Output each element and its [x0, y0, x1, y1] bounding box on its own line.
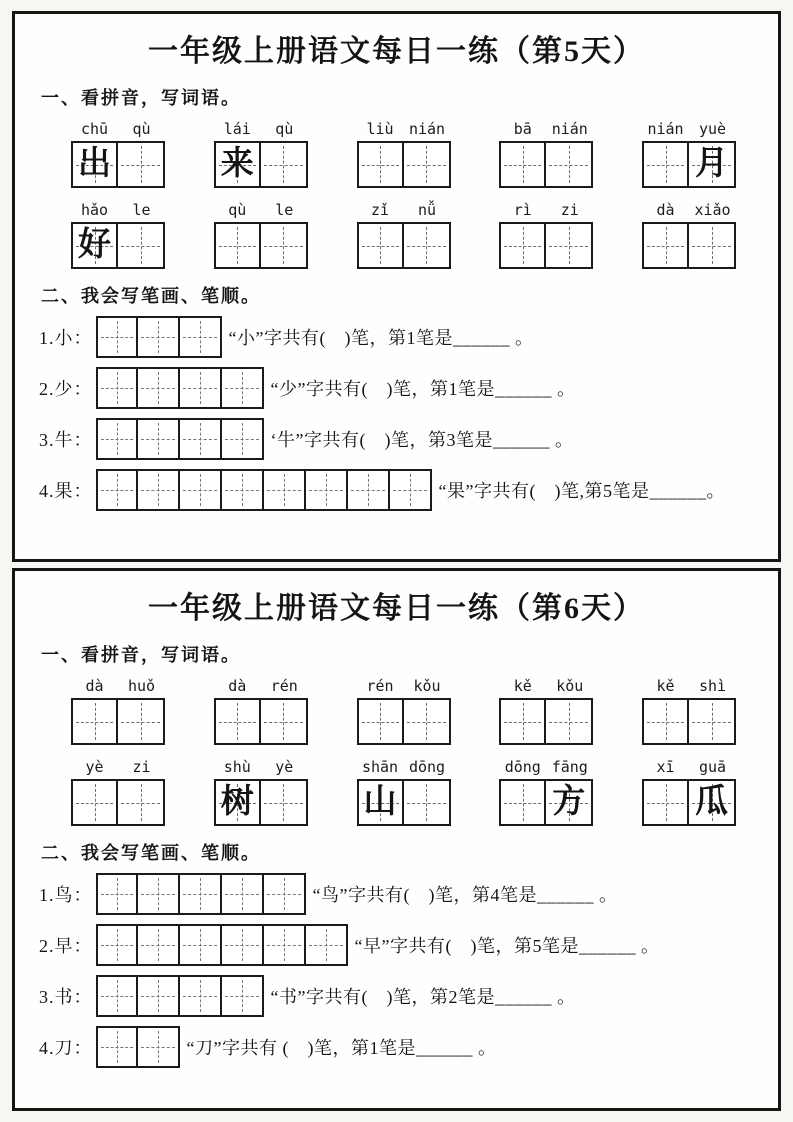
- word-item: [499, 120, 593, 188]
- stroke-order-boxes: [96, 975, 264, 1017]
- pinyin-syllable: dōng: [408, 758, 446, 776]
- writing-box-empty[interactable]: [261, 222, 308, 269]
- writing-box-empty[interactable]: [71, 779, 118, 826]
- writing-box-pair: [71, 141, 165, 188]
- pinyin-label: [642, 201, 736, 219]
- section-one-heading: 一、看拼音，写词语。: [41, 88, 241, 108]
- writing-box-pair: [214, 222, 308, 269]
- writing-box-empty[interactable]: [261, 779, 308, 826]
- stroke-box[interactable]: [138, 1026, 180, 1068]
- pinyin-syllable: rén: [366, 677, 394, 695]
- stroke-box[interactable]: [138, 367, 180, 409]
- pinyin-syllable: nián: [647, 120, 684, 138]
- stroke-box[interactable]: [306, 469, 348, 511]
- writing-box-empty[interactable]: [499, 222, 546, 269]
- writing-box-pair: [357, 779, 451, 826]
- stroke-box[interactable]: [96, 418, 138, 460]
- writing-box-filled[interactable]: [214, 141, 261, 188]
- pinyin-syllable: rì: [513, 201, 532, 219]
- writing-box-filled[interactable]: [214, 779, 261, 826]
- stroke-item-label: 2.早：: [39, 936, 93, 956]
- pinyin-syllable: nián: [408, 120, 446, 138]
- pinyin-label: [499, 201, 593, 219]
- stroke-box[interactable]: [96, 924, 138, 966]
- worksheet-title: 一年级上册语文每日一练（第5天）: [148, 35, 645, 68]
- writing-box-empty[interactable]: [642, 222, 689, 269]
- stroke-order-item: [39, 975, 758, 1017]
- stroke-item-label: 3.书：: [39, 987, 93, 1007]
- stroke-item-label: 1.小：: [39, 328, 93, 348]
- pinyin-label: [642, 758, 736, 776]
- stroke-order-boxes: [96, 418, 264, 460]
- writing-box-pair: [642, 222, 736, 269]
- written-character: 好: [78, 227, 111, 263]
- writing-box-pair: [642, 141, 736, 188]
- pinyin-syllable: chū: [80, 120, 109, 138]
- writing-box-empty[interactable]: [499, 779, 546, 826]
- stroke-box[interactable]: [180, 367, 222, 409]
- pinyin-label: [357, 758, 451, 776]
- pinyin-syllable: yè: [85, 758, 104, 776]
- stroke-question: “书”字共有( )笔，第2笔是______ 。: [270, 987, 576, 1007]
- stroke-question: “早”字共有( )笔，第5笔是______ 。: [354, 936, 660, 956]
- stroke-order-item: [39, 924, 758, 966]
- word-item: [214, 120, 308, 188]
- stroke-box[interactable]: [222, 975, 264, 1017]
- pinyin-syllable: rén: [270, 677, 298, 695]
- stroke-order-boxes: [96, 1026, 180, 1068]
- pinyin-syllable: qù: [228, 201, 247, 219]
- pinyin-syllable: kě: [656, 677, 675, 695]
- writing-box-filled[interactable]: [71, 141, 118, 188]
- writing-box-empty[interactable]: [357, 222, 404, 269]
- writing-box-empty[interactable]: [118, 698, 165, 745]
- word-item: [499, 677, 593, 745]
- stroke-item-label: 1.鸟：: [39, 885, 93, 905]
- stroke-item-label: 4.刀：: [39, 1038, 93, 1058]
- writing-box-empty[interactable]: [546, 222, 593, 269]
- pinyin-label: [499, 120, 593, 138]
- pinyin-syllable: fāng: [551, 758, 588, 776]
- writing-box-empty[interactable]: [71, 698, 118, 745]
- stroke-box[interactable]: [222, 924, 264, 966]
- stroke-box[interactable]: [222, 367, 264, 409]
- stroke-question: ‘牛”字共有( )笔，第3笔是______ 。: [270, 430, 574, 450]
- writing-box-empty[interactable]: [404, 698, 451, 745]
- stroke-box[interactable]: [138, 316, 180, 358]
- stroke-box[interactable]: [264, 469, 306, 511]
- pinyin-label: [357, 201, 451, 219]
- writing-box-empty[interactable]: [118, 141, 165, 188]
- word-item: [71, 758, 165, 826]
- written-character: 瓜: [695, 784, 728, 820]
- pinyin-label: [642, 677, 736, 695]
- writing-box-empty[interactable]: [642, 141, 689, 188]
- stroke-box[interactable]: [138, 418, 180, 460]
- section-two-heading: 二、我会写笔画、笔顺。: [41, 286, 261, 306]
- writing-box-filled[interactable]: [71, 222, 118, 269]
- writing-box-empty[interactable]: [404, 222, 451, 269]
- stroke-question: “少”字共有( )笔，第1笔是______ 。: [270, 379, 576, 399]
- writing-box-pair: [71, 222, 165, 269]
- pinyin-syllable: hǎo: [80, 201, 109, 219]
- writing-box-empty[interactable]: [546, 141, 593, 188]
- writing-box-pair: [499, 222, 593, 269]
- stroke-box[interactable]: [180, 418, 222, 460]
- writing-box-filled[interactable]: [689, 779, 736, 826]
- pinyin-syllable: xiǎo: [694, 201, 731, 219]
- word-item: [71, 677, 165, 745]
- pinyin-syllable: yuè: [698, 120, 727, 138]
- stroke-box[interactable]: [264, 924, 306, 966]
- writing-box-pair: [71, 698, 165, 745]
- stroke-order-item: [39, 418, 758, 460]
- pinyin-syllable: le: [275, 201, 294, 219]
- written-character: 月: [695, 146, 728, 182]
- stroke-box[interactable]: [96, 469, 138, 511]
- stroke-box[interactable]: [138, 873, 180, 915]
- stroke-box[interactable]: [264, 873, 306, 915]
- written-character: 山: [363, 784, 397, 820]
- writing-box-empty[interactable]: [357, 141, 404, 188]
- pinyin-label: [214, 120, 308, 138]
- worksheet-sheet-day-6: [12, 568, 781, 1111]
- pinyin-label: [214, 758, 308, 776]
- stroke-box[interactable]: [96, 975, 138, 1017]
- stroke-box[interactable]: [138, 469, 180, 511]
- writing-box-empty[interactable]: [261, 698, 308, 745]
- stroke-box[interactable]: [222, 418, 264, 460]
- stroke-box[interactable]: [222, 873, 264, 915]
- writing-box-empty[interactable]: [404, 779, 451, 826]
- stroke-box[interactable]: [222, 469, 264, 511]
- pinyin-syllable: shān: [361, 758, 399, 776]
- writing-box-pair: [499, 698, 593, 745]
- stroke-box[interactable]: [180, 975, 222, 1017]
- writing-box-pair: [499, 141, 593, 188]
- writing-box-pair: [71, 779, 165, 826]
- section-one-heading: 一、看拼音，写词语。: [41, 645, 241, 665]
- written-character: 方: [552, 784, 586, 820]
- word-item: [357, 201, 451, 269]
- stroke-order-item: [39, 316, 758, 358]
- writing-box-pair: [357, 222, 451, 269]
- writing-box-empty[interactable]: [118, 779, 165, 826]
- written-character: 树: [220, 784, 254, 820]
- word-item: [214, 201, 308, 269]
- pinyin-syllable: bā: [513, 120, 532, 138]
- stroke-box[interactable]: [348, 469, 390, 511]
- stroke-box[interactable]: [306, 924, 348, 966]
- writing-box-empty[interactable]: [546, 698, 593, 745]
- writing-box-filled[interactable]: [689, 141, 736, 188]
- stroke-order-boxes: [96, 316, 222, 358]
- pinyin-syllable: xī: [656, 758, 675, 776]
- pinyin-syllable: qù: [132, 120, 151, 138]
- pinyin-syllable: lái: [223, 120, 251, 138]
- pinyin-label: [357, 677, 451, 695]
- writing-box-pair: [357, 698, 451, 745]
- word-item: [642, 120, 736, 188]
- writing-box-pair: [642, 698, 736, 745]
- stroke-box[interactable]: [180, 924, 222, 966]
- pinyin-label: [71, 758, 165, 776]
- writing-box-empty[interactable]: [404, 141, 451, 188]
- pinyin-syllable: zi: [132, 758, 151, 776]
- pinyin-syllable: kǒu: [556, 677, 584, 695]
- stroke-question: “刀”字共有 ( )笔，第1笔是______ 。: [186, 1038, 497, 1058]
- pinyin-label: [499, 677, 593, 695]
- writing-box-pair: [357, 141, 451, 188]
- written-character: 来: [220, 146, 254, 182]
- writing-box-pair: [499, 779, 593, 826]
- writing-box-empty[interactable]: [689, 698, 736, 745]
- section-two-heading: 二、我会写笔画、笔顺。: [41, 843, 261, 863]
- pinyin-syllable: nián: [551, 120, 588, 138]
- stroke-order-boxes: [96, 924, 348, 966]
- pinyin-label: [642, 120, 736, 138]
- writing-box-pair: [642, 779, 736, 826]
- pinyin-syllable: dōng: [504, 758, 541, 776]
- stroke-box[interactable]: [180, 316, 222, 358]
- pinyin-label: [499, 758, 593, 776]
- pinyin-syllable: zǐ: [370, 201, 390, 219]
- pinyin-label: [214, 677, 308, 695]
- pinyin-word-row: [35, 201, 758, 269]
- stroke-box[interactable]: [96, 316, 138, 358]
- writing-box-empty[interactable]: [499, 141, 546, 188]
- stroke-order-boxes: [96, 873, 306, 915]
- stroke-box[interactable]: [390, 469, 432, 511]
- pinyin-label: [71, 201, 165, 219]
- stroke-order-boxes: [96, 469, 432, 511]
- worksheet-sheet-day-5: [12, 11, 781, 562]
- pinyin-label: [357, 120, 451, 138]
- writing-box-pair: [214, 779, 308, 826]
- pinyin-syllable: zi: [560, 201, 579, 219]
- stroke-box[interactable]: [180, 873, 222, 915]
- pinyin-label: [71, 120, 165, 138]
- pinyin-word-row: [35, 677, 758, 745]
- pinyin-label: [214, 201, 308, 219]
- word-item: [71, 201, 165, 269]
- pinyin-syllable: shì: [698, 677, 727, 695]
- word-item: [642, 677, 736, 745]
- word-item: [499, 201, 593, 269]
- writing-box-empty[interactable]: [642, 779, 689, 826]
- pinyin-word-row: [35, 758, 758, 826]
- word-item: [357, 758, 451, 826]
- writing-box-empty[interactable]: [261, 141, 308, 188]
- stroke-box[interactable]: [96, 873, 138, 915]
- writing-box-empty[interactable]: [499, 698, 546, 745]
- stroke-item-label: 3.牛：: [39, 430, 93, 450]
- pinyin-word-row: [35, 120, 758, 188]
- word-item: [642, 201, 736, 269]
- pinyin-syllable: dà: [85, 677, 104, 695]
- writing-box-filled[interactable]: [546, 779, 593, 826]
- word-item: [71, 120, 165, 188]
- stroke-item-label: 2.少：: [39, 379, 93, 399]
- pinyin-label: [71, 677, 165, 695]
- stroke-question: “鸟”字共有( )笔，第4笔是______ 。: [312, 885, 618, 905]
- pinyin-syllable: liù: [366, 120, 394, 138]
- pinyin-syllable: huǒ: [127, 677, 156, 695]
- pinyin-syllable: qù: [275, 120, 294, 138]
- stroke-box[interactable]: [138, 924, 180, 966]
- word-item: [357, 120, 451, 188]
- written-character: 出: [78, 146, 111, 182]
- worksheet-title: 一年级上册语文每日一练（第6天）: [148, 592, 645, 625]
- stroke-order-item: [39, 469, 758, 511]
- pinyin-syllable: dà: [656, 201, 675, 219]
- writing-box-empty[interactable]: [214, 222, 261, 269]
- stroke-box[interactable]: [138, 975, 180, 1017]
- word-item: [357, 677, 451, 745]
- stroke-order-item: [39, 1026, 758, 1068]
- writing-box-empty[interactable]: [214, 698, 261, 745]
- stroke-item-label: 4.果：: [39, 481, 93, 501]
- stroke-question: “果”字共有( )笔,第5笔是______。: [438, 481, 725, 501]
- word-item: [214, 677, 308, 745]
- stroke-order-item: [39, 873, 758, 915]
- pinyin-syllable: dà: [228, 677, 247, 695]
- stroke-question: “小”字共有( )笔，第1笔是______ 。: [228, 328, 534, 348]
- stroke-order-item: [39, 367, 758, 409]
- pinyin-syllable: shù: [223, 758, 251, 776]
- pinyin-syllable: guā: [698, 758, 727, 776]
- pinyin-syllable: kǒu: [413, 677, 441, 695]
- word-item: [642, 758, 736, 826]
- stroke-order-boxes: [96, 367, 264, 409]
- stroke-box[interactable]: [96, 367, 138, 409]
- pinyin-syllable: le: [132, 201, 151, 219]
- pinyin-syllable: yè: [275, 758, 294, 776]
- stroke-box[interactable]: [180, 469, 222, 511]
- stroke-box[interactable]: [96, 1026, 138, 1068]
- writing-box-filled[interactable]: [357, 779, 404, 826]
- writing-box-pair: [214, 141, 308, 188]
- writing-box-empty[interactable]: [118, 222, 165, 269]
- pinyin-syllable: kě: [513, 677, 532, 695]
- writing-box-empty[interactable]: [689, 222, 736, 269]
- word-item: [214, 758, 308, 826]
- pinyin-syllable: nǚ: [417, 201, 437, 219]
- writing-box-pair: [214, 698, 308, 745]
- writing-box-empty[interactable]: [642, 698, 689, 745]
- writing-box-empty[interactable]: [357, 698, 404, 745]
- word-item: [499, 758, 593, 826]
